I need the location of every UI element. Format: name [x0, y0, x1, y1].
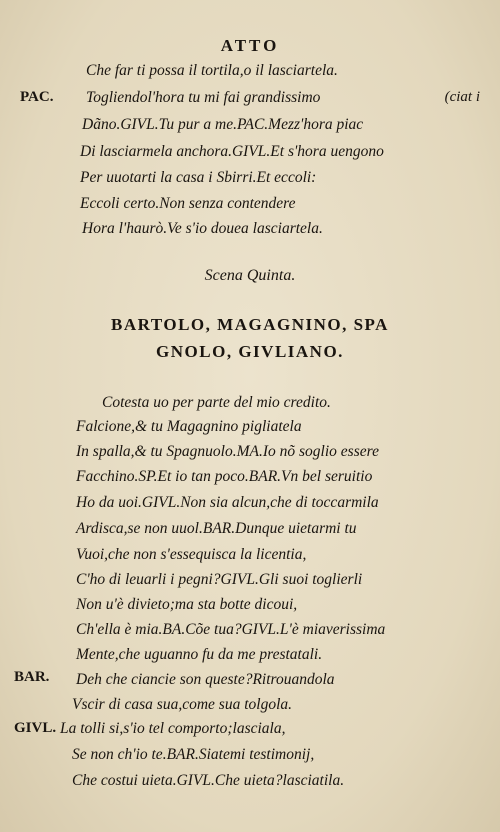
- verse-line: Non u'è divieto;ma sta botte dicoui,: [76, 596, 298, 613]
- verse-line: Cotesta uo per parte del mio credito.: [102, 394, 331, 411]
- verse-line: Di lasciarmela anchora.GIVL.Et s'hora uengono: [80, 143, 384, 160]
- scene-title: Scena Quinta.: [204, 267, 296, 284]
- verse-line: La tolli si,s'io tel comporto;lasciala,: [60, 720, 286, 737]
- verse-line: Ho da uoi.GIVL.Non sia alcun,che di toccarmila: [76, 494, 379, 511]
- verse-line: Per uuotarti la casa i Sbirri.Et eccoli:: [80, 169, 317, 186]
- margin-note: (ciat i: [444, 89, 480, 105]
- speaker-label: BAR.: [14, 669, 50, 685]
- verse-line: Facchino.SP.Et io tan poco.BAR.Vn bel seruitio: [76, 468, 373, 485]
- verse-line: Che costui uieta.GIVL.Che uieta?lasciatila.: [72, 772, 345, 789]
- verse-line: C'ho di leuarli i pegni?GIVL.Gli suoi toglierli: [76, 571, 363, 588]
- verse-line: Dãno.GIVL.Tu pur a me.PAC.Mezz'hora piac: [82, 116, 364, 133]
- verse-line: Togliendol'hora tu mi fai grandissimo: [86, 89, 321, 106]
- verse-line: Mente,che uguanno fu da me prestatali.: [76, 646, 323, 663]
- verse-line: Vscir di casa sua,come sua tolgola.: [72, 696, 292, 713]
- verse-line: Ch'ella è mia.BA.Cõe tua?GIVL.L'è miaverissima: [76, 621, 386, 638]
- verse-line: Ardisca,se non uuol.BAR.Dunque uietarmi tu: [76, 520, 357, 537]
- verse-line: Deh che ciancie son queste?Ritrouandola: [76, 671, 335, 688]
- cast-line-1: BARTOLO, MAGAGNINO, SPA: [111, 315, 389, 334]
- verse-line: Hora l'haurò.Ve s'io douea lasciartela.: [82, 220, 323, 237]
- verse-line: Eccoli certo.Non senza contendere: [80, 195, 296, 212]
- verse-line: Che far ti possa il tortila,o il lasciartela.: [86, 62, 338, 79]
- verse-line: Falcione,& tu Magagnino pigliatela: [76, 418, 302, 435]
- running-header: ATTO: [220, 36, 280, 55]
- speaker-label: GIVL.: [14, 720, 57, 736]
- verse-line: In spalla,& tu Spagnuolo.MA.Io nõ soglio essere: [76, 443, 379, 460]
- verse-line: Se non ch'io te.BAR.Siatemi testimonij,: [72, 746, 315, 763]
- verse-line: Vuoi,che non s'essequisca la licentia,: [76, 546, 307, 563]
- cast-line-2: GNOLO, GIVLIANO.: [156, 342, 344, 361]
- speaker-label: PAC.: [20, 89, 54, 105]
